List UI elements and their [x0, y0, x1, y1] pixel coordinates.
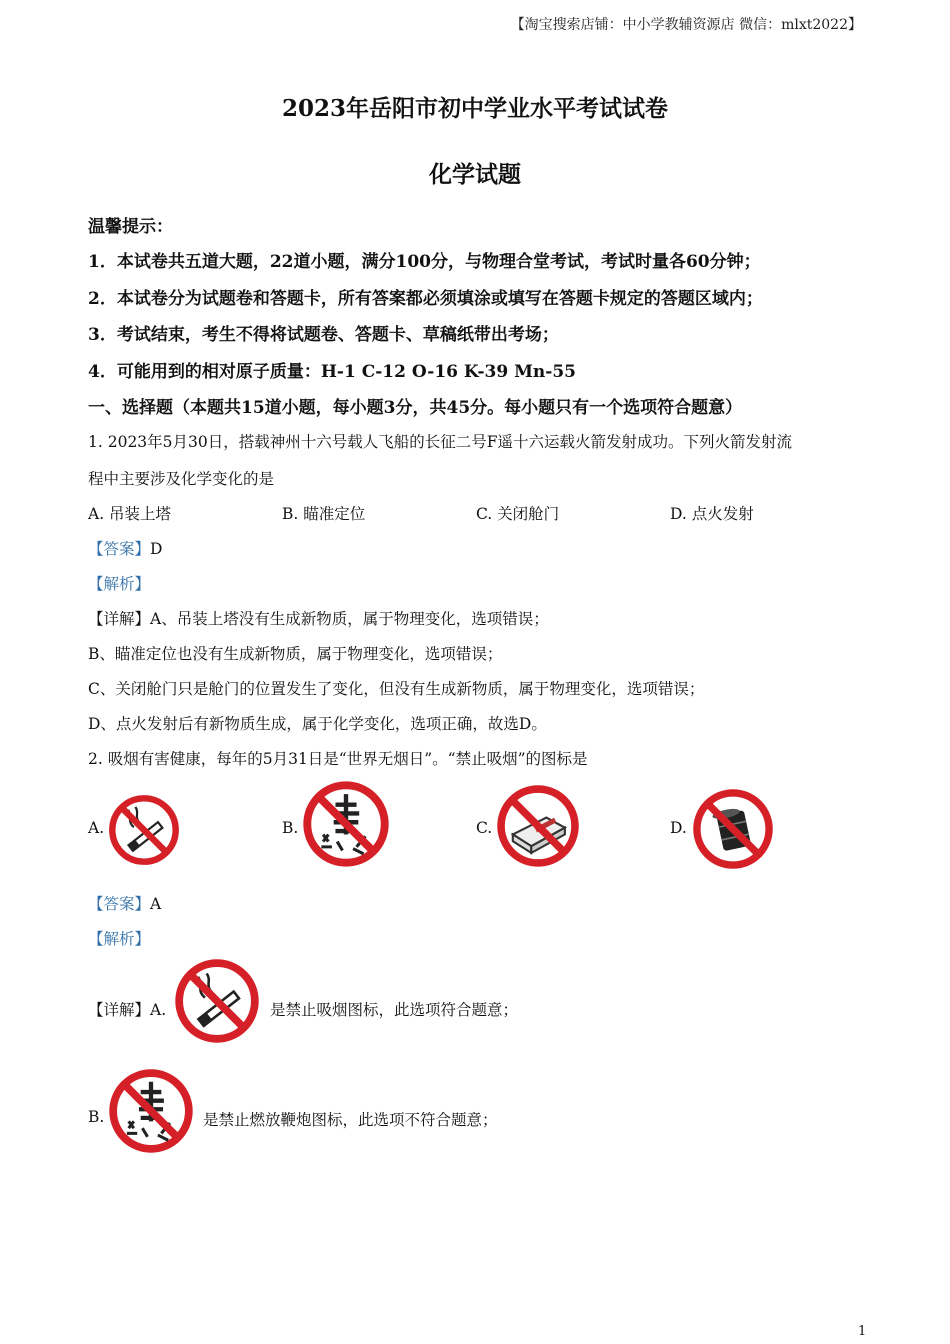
q1-option-c: C. 关闭舱门 [476, 505, 560, 523]
q1-stem-line1: 1. 2023年5月30日，搭载神州十六号载人飞船的长征二号F遥十六运载火箭发射成功。下列火箭发射流 [88, 433, 793, 451]
detail-label: 【详解】 [88, 610, 151, 628]
no-smoking-icon [174, 958, 260, 1044]
q1-answer [88, 537, 162, 559]
no-matches-icon [496, 784, 580, 868]
q1-option-b: B. 瞄准定位 [282, 505, 366, 523]
q1-option-a: A. 吊装上塔 [88, 505, 172, 523]
q2-detail-b-prefix: B. [88, 1108, 105, 1126]
q2-detail-a-prefix [88, 998, 166, 1020]
detail-text: A、吊装上塔没有生成新物质，属于物理变化，选项错误； [150, 610, 549, 628]
q1-analysis-label: 【解析】 [88, 575, 151, 593]
tip-item: 2．本试卷分为试题卷和答题卡，所有答案都必须填涂或填写在答题卡规定的答题区域内； [88, 289, 763, 309]
document-subtitle: 化学试题 [429, 161, 521, 188]
q2-answer [88, 892, 161, 914]
header-note: 【淘宝搜索店铺：中小学教辅资源店 微信：mlxt2022】 [510, 17, 862, 33]
q2-option-c: C. [476, 819, 493, 837]
q2-detail-b-text: 是禁止燃放鞭炮图标，此选项不符合题意； [203, 1111, 498, 1129]
q2-detail-a-text: 是禁止吸烟图标，此选项符合题意； [270, 1001, 519, 1019]
q1-detail-line: C、关闭舱门只是舱门的位置发生了变化，但没有生成新物质，属于物理变化，选项错误； [88, 680, 705, 698]
q2-option-b: B. [282, 819, 299, 837]
page-number: 1 [858, 1324, 867, 1339]
no-fireworks-icon [302, 780, 390, 868]
answer-label: 【答案】 [88, 540, 151, 558]
no-smoking-icon [108, 794, 180, 866]
q1-detail-line: D、点火发射后有新物质生成，属于化学变化，选项正确，故选D。 [88, 715, 547, 733]
detail-label: 【详解】 [88, 1001, 151, 1019]
q1-detail-line [88, 607, 549, 629]
q1-detail-line: B、瞄准定位也没有生成新物质，属于物理变化，选项错误； [88, 645, 503, 663]
section-heading: 一、选择题（本题共15道小题，每小题3分，共45分。每小题只有一个选项符合题意） [88, 398, 743, 418]
detail-option: A. [150, 1001, 167, 1019]
no-fireworks-icon [108, 1068, 194, 1154]
tips-heading: 温馨提示： [88, 217, 173, 237]
answer-value: D [150, 540, 163, 558]
q1-option-d: D. 点火发射 [670, 505, 754, 523]
q1-stem-line2: 程中主要涉及化学变化的是 [88, 470, 275, 488]
q2-stem: 2. 吸烟有害健康，每年的5月31日是“世界无烟日”。“禁止吸烟”的图标是 [88, 750, 588, 768]
q2-option-a: A. [88, 819, 105, 837]
document-title: 2023年岳阳市初中学业水平考试试卷 [281, 95, 668, 122]
q2-analysis-label: 【解析】 [88, 930, 151, 948]
tip-item: 4．可能用到的相对原子质量：H-1 C-12 O-16 K-39 Mn-55 [88, 362, 576, 382]
tip-item: 1．本试卷共五道大题，22道小题，满分100分，与物理合堂考试，考试时量各60分钟； [88, 252, 761, 272]
answer-label: 【答案】 [88, 895, 151, 913]
tip-item: 3．考试结束，考生不得将试题卷、答题卡、草稿纸带出考场； [88, 325, 559, 345]
q2-option-d: D. [670, 819, 687, 837]
answer-value: A [150, 895, 162, 913]
no-oil-barrel-icon [692, 788, 774, 870]
